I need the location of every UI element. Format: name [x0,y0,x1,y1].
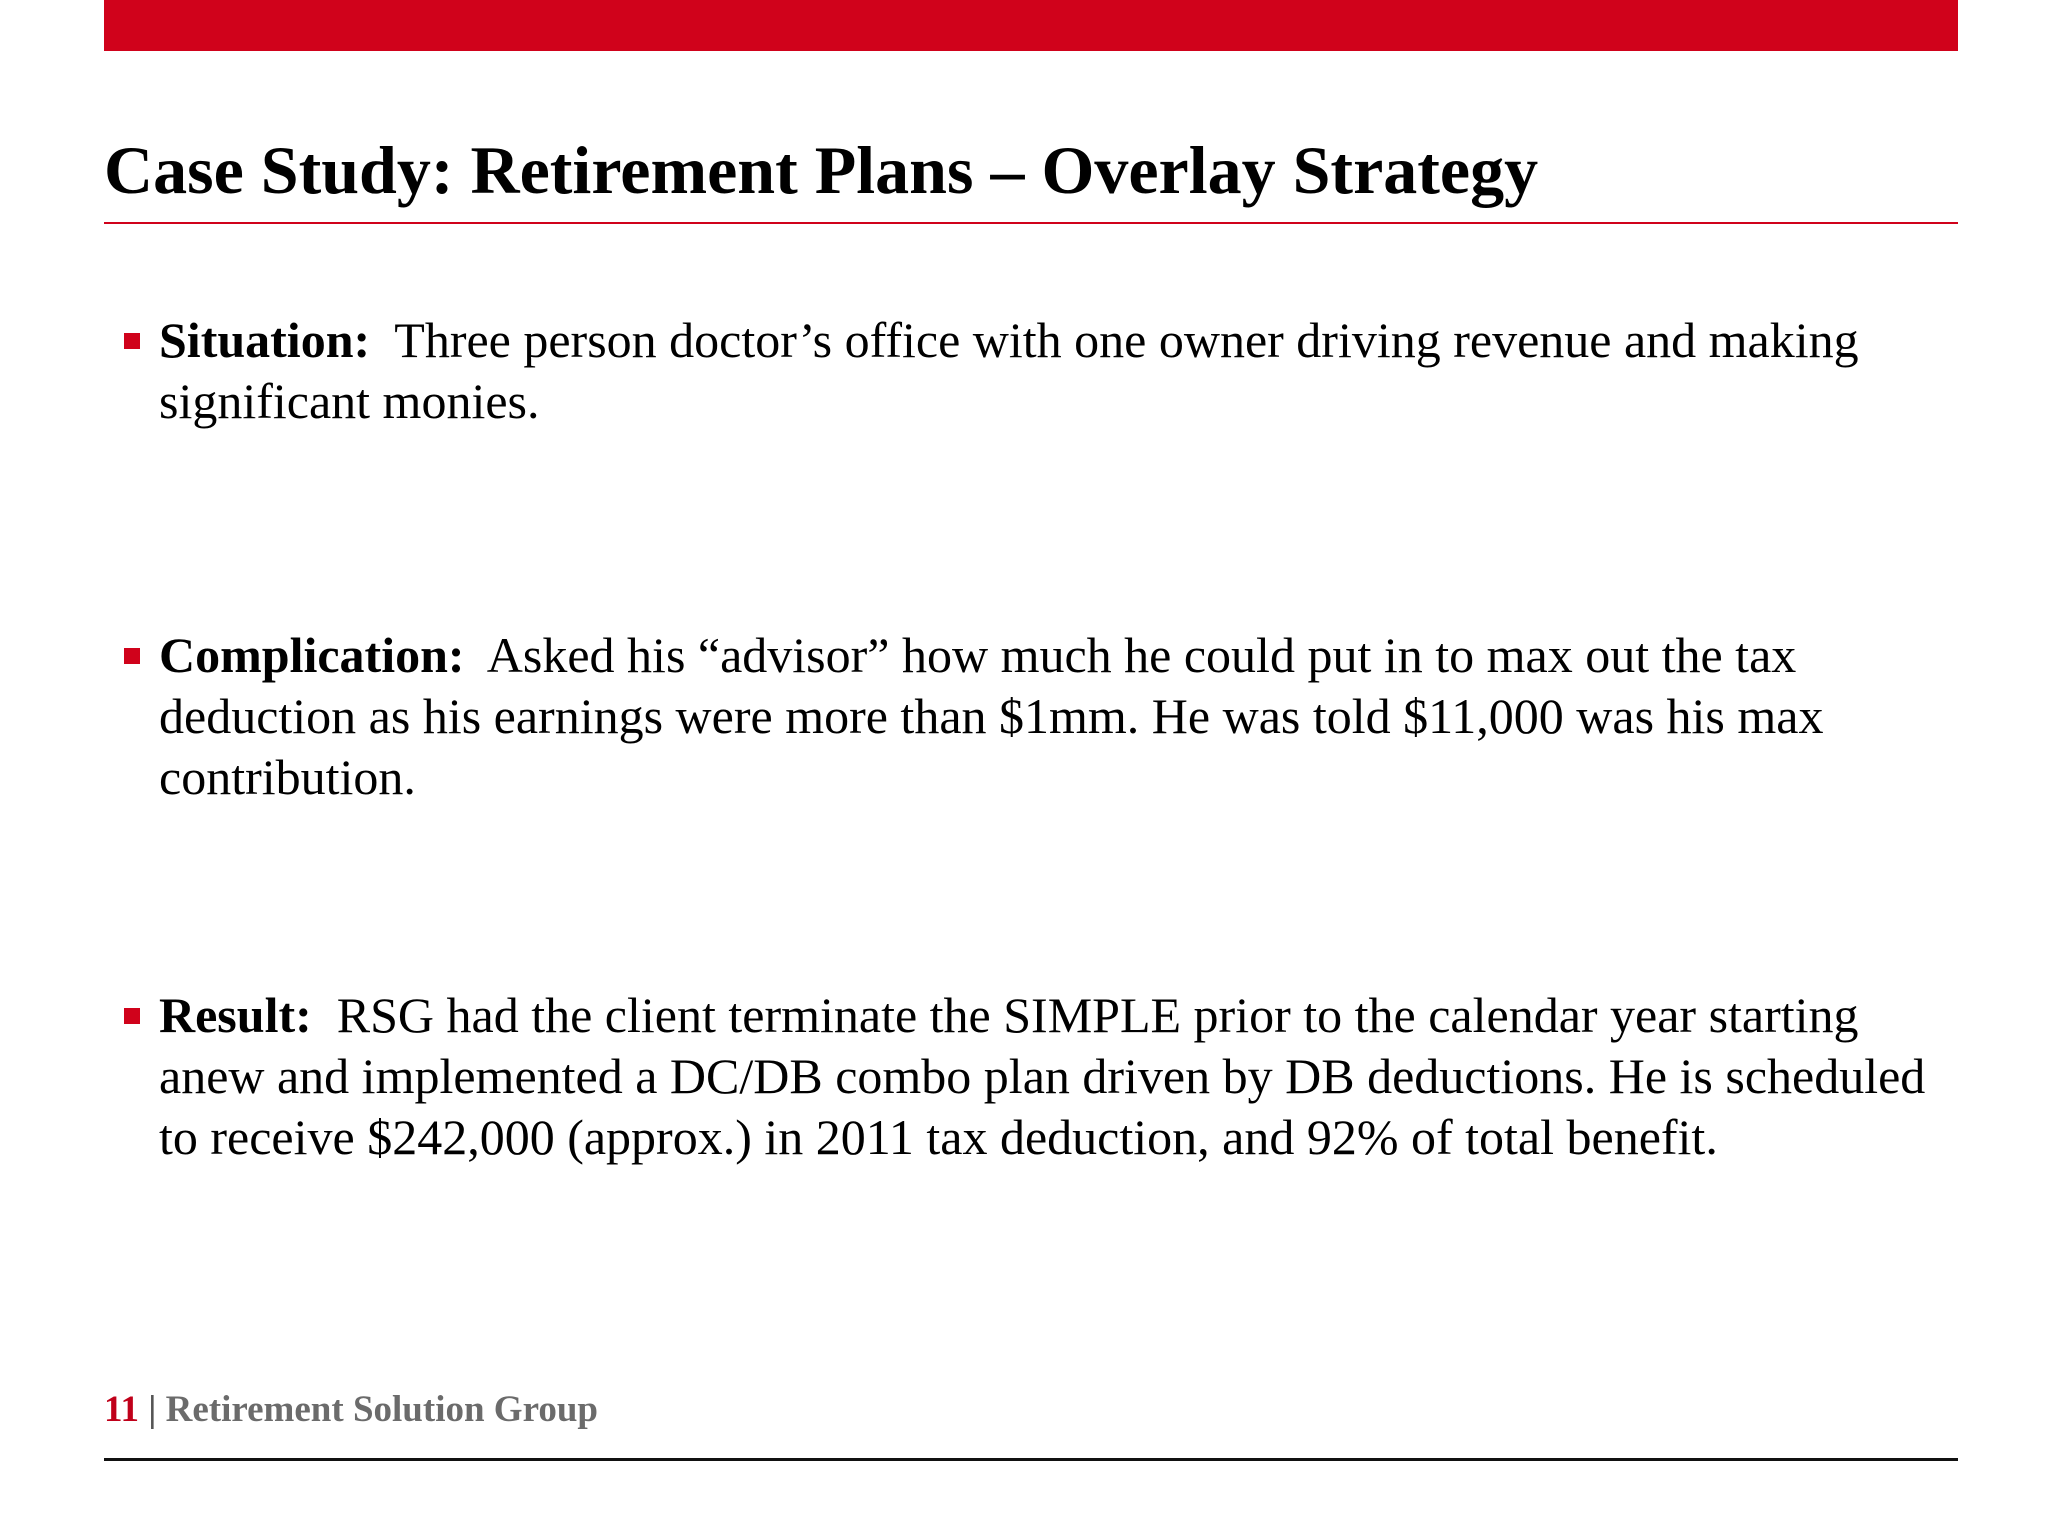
bullet-complication [124,625,1954,808]
bullet-label: Result: [159,987,312,1043]
bullet-text [159,985,1954,1168]
square-bullet-icon [124,1008,140,1024]
footer-divider [104,1458,1958,1461]
slide-title: Case Study: Retirement Plans – Overlay Strategy [104,132,1539,208]
bullet-body: Asked his “advisor” how much he could put in to max out the tax deduction as his earnings were more than $1mm. He was told $11,000 was his max contribution. [159,627,1824,805]
bullet-body: Three person doctor’s office with one owner driving revenue and making significant monies. [159,312,1859,429]
footer-separator: | [148,1389,157,1430]
bullet-label: Complication: [159,627,465,683]
square-bullet-icon [124,648,140,664]
top-accent-bar [104,0,1958,51]
bullet-situation [124,310,1954,432]
bullet-result [124,985,1954,1168]
bullet-text [159,625,1954,808]
bullet-label: Situation: [159,312,371,368]
square-bullet-icon [124,333,140,349]
title-divider [104,222,1958,224]
slide-footer [104,1386,598,1434]
page-number: 11 [104,1389,139,1430]
bullet-text [159,310,1954,432]
organization-name: Retirement Solution Group [165,1389,598,1430]
bullet-body: RSG had the client terminate the SIMPLE prior to the calendar year starting anew and implemented a DC/DB combo plan driven by DB deductions. He is scheduled to receive $242,000 (approx.) in 2011 tax deduction, and 92% of total benefit. [159,987,1926,1165]
